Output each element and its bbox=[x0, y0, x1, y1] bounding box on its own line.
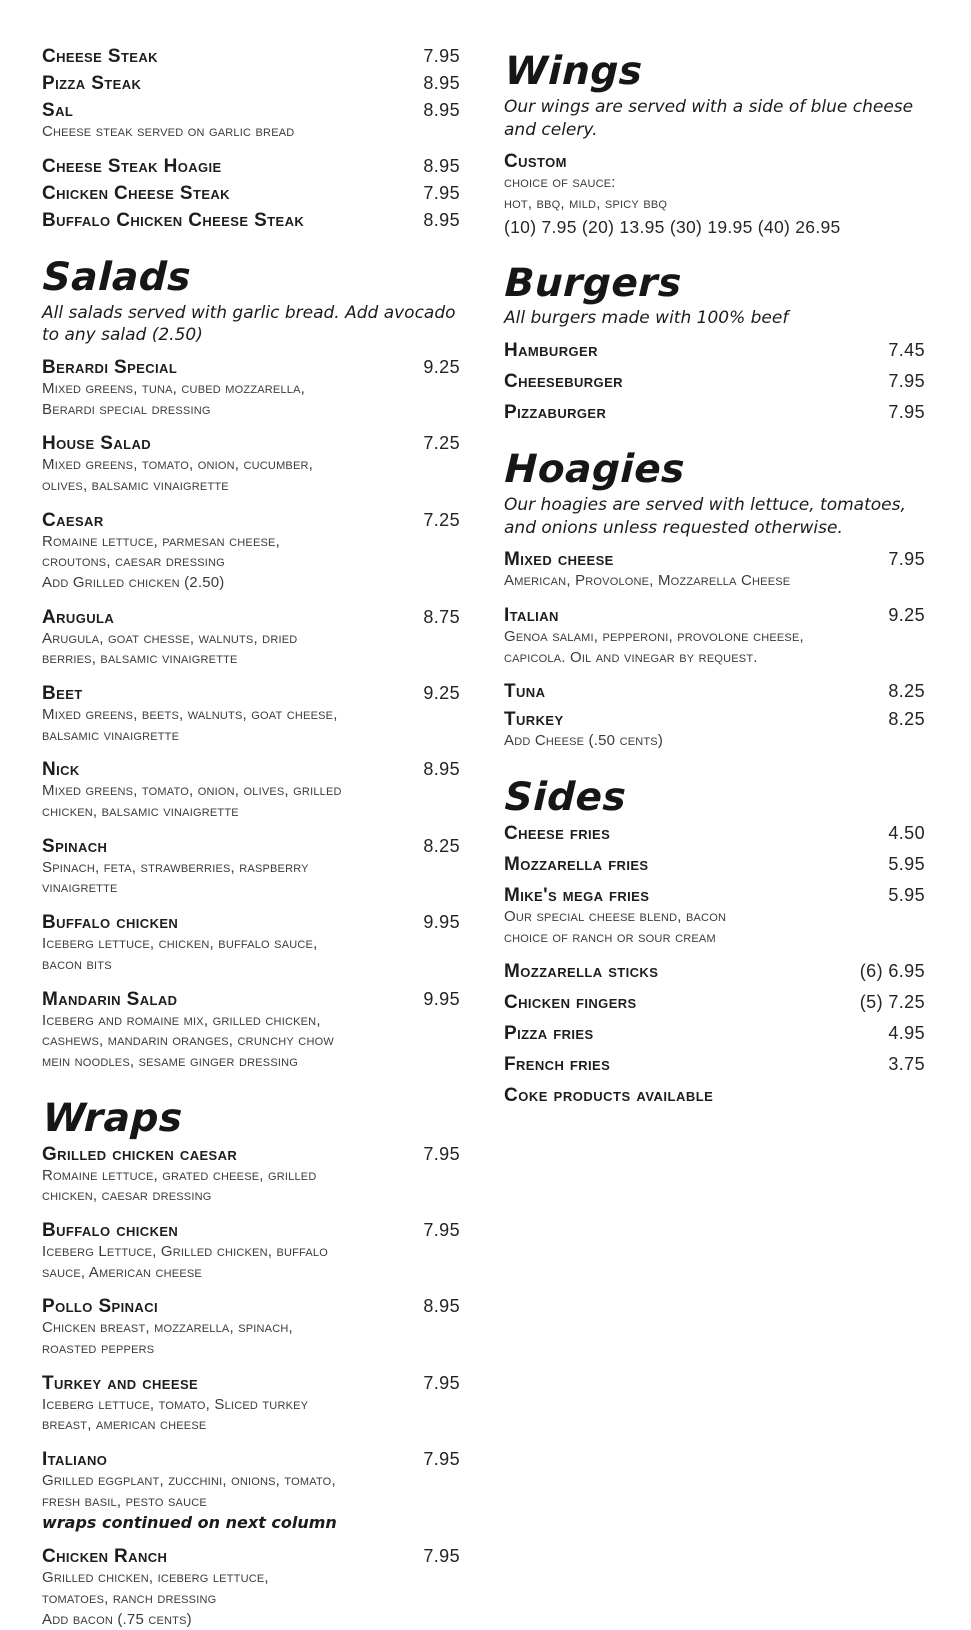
menu-item-row bbox=[504, 992, 925, 1014]
menu-item-price: 7.95 bbox=[423, 182, 460, 203]
menu-item-row bbox=[504, 823, 925, 845]
menu-item-name: Custom bbox=[504, 151, 567, 173]
menu-item-name: Buffalo chicken bbox=[42, 912, 179, 934]
menu-item-name: Chicken Ranch bbox=[42, 1546, 168, 1568]
menu-item-name: Mike's mega fries bbox=[504, 884, 650, 906]
menu-item-desc-line: croutons, caesar dressing bbox=[42, 553, 225, 571]
menu-item-addon: Add bacon (.75 cents) bbox=[42, 1610, 192, 1628]
menu-item-name: Beet bbox=[42, 683, 83, 705]
menu-item-row bbox=[504, 402, 925, 424]
menu-item-price: 7.95 bbox=[423, 1143, 460, 1164]
menu-item-price: 7.95 bbox=[888, 549, 925, 570]
section-hoagies bbox=[503, 447, 925, 752]
menu-item-name: French fries bbox=[504, 1054, 611, 1076]
menu-item-row bbox=[42, 1373, 460, 1395]
menu-item-price: 7.25 bbox=[423, 509, 460, 530]
menu-item-name: Mozzarella fries bbox=[504, 853, 649, 875]
menu-item-row bbox=[42, 1144, 460, 1166]
menu-item-price: 8.25 bbox=[888, 709, 925, 730]
menu-footer-note bbox=[504, 1085, 925, 1107]
menu-item-price: 8.95 bbox=[423, 759, 460, 780]
menu-item-name: Grilled chicken caesar bbox=[42, 1143, 238, 1165]
menu-item-name: Italiano bbox=[42, 1449, 108, 1471]
menu-item-row bbox=[504, 605, 925, 627]
menu-item-name: Nick bbox=[42, 759, 80, 781]
menu-item-row bbox=[42, 989, 460, 1011]
menu-item-desc-line: Spinach, feta, strawberries, raspberry bbox=[42, 858, 309, 876]
menu-item-desc-line: Romaine lettuce, parmesan cheese, bbox=[42, 532, 280, 550]
menu-item-price: 7.95 bbox=[423, 1372, 460, 1393]
section-note-hoagies: Our hoagies are served with lettuce, tomatoes, and onions unless requested otherwise. bbox=[504, 495, 906, 538]
menu-item-row bbox=[42, 183, 460, 205]
menu-item-price: 9.95 bbox=[423, 912, 460, 933]
menu-item-price: 8.25 bbox=[423, 835, 460, 856]
menu-item-name: Mixed cheese bbox=[504, 549, 614, 571]
menu-footer-text: Coke products available bbox=[504, 1085, 714, 1107]
menu-item-desc-line: Iceberg lettuce, tomato, Sliced turkey bbox=[42, 1395, 309, 1413]
menu-item-row bbox=[42, 836, 460, 858]
menu-item-price: 7.95 bbox=[423, 1546, 460, 1567]
menu-right-column bbox=[504, 44, 925, 1600]
section-wraps bbox=[41, 1095, 460, 1630]
section-sides bbox=[503, 774, 925, 1107]
menu-item-price: 9.25 bbox=[423, 683, 460, 704]
wraps-continued-note: wraps continued on next column bbox=[42, 1513, 337, 1533]
menu-item-row bbox=[504, 961, 925, 983]
menu-item-size-pricing: (10) 7.95 (20) 13.95 (30) 19.95 (40) 26.95 bbox=[504, 216, 841, 237]
section-heading-hoagies: Hoagies bbox=[503, 447, 686, 493]
menu-item-name: Pollo Spinaci bbox=[42, 1296, 158, 1318]
menu-item-price: 8.95 bbox=[423, 1296, 460, 1317]
menu-item-name: Berardi Special bbox=[42, 356, 178, 378]
menu-item-row bbox=[42, 73, 460, 95]
menu-item-desc-line: chicken, balsamic vinaigrette bbox=[42, 803, 239, 821]
menu-item-price: 9.95 bbox=[423, 988, 460, 1009]
menu-item-desc-line: Arugula, goat chesse, walnuts, dried bbox=[42, 629, 298, 647]
menu-item-desc-line: Our special cheese blend, bacon bbox=[504, 907, 727, 925]
menu-item-name: Turkey and cheese bbox=[42, 1372, 199, 1394]
menu-item-price: 3.75 bbox=[888, 1054, 925, 1075]
menu-item-name: Turkey bbox=[504, 709, 564, 731]
menu-item-row bbox=[42, 357, 460, 379]
menu-item-desc-line: breast, american cheese bbox=[42, 1416, 207, 1434]
menu-item-row bbox=[42, 1296, 460, 1318]
menu-item-name: Chicken fingers bbox=[504, 992, 637, 1014]
menu-item-desc-line: Grilled eggplant, zucchini, onions, tomato, bbox=[42, 1472, 336, 1490]
menu-item-row bbox=[42, 210, 460, 232]
menu-item-addon: Add Cheese (.50 cents) bbox=[504, 732, 664, 750]
menu-item-row bbox=[42, 510, 460, 532]
menu-left-column bbox=[41, 44, 460, 1628]
menu-item-desc-line: Cheese steak served on garlic bread bbox=[42, 123, 295, 140]
menu-item-row bbox=[42, 100, 460, 122]
menu-item-price: 8.25 bbox=[888, 681, 925, 702]
menu-item-row bbox=[504, 709, 925, 731]
menu-item-name: Spinach bbox=[42, 835, 108, 857]
menu-item-name: Buffalo chicken bbox=[42, 1219, 179, 1241]
menu-item-price: 7.95 bbox=[888, 371, 925, 392]
menu-item-row bbox=[504, 340, 925, 362]
menu-item-name: Pizzaburger bbox=[504, 402, 607, 424]
section-note-burgers: All burgers made with 100% beef bbox=[504, 308, 789, 329]
menu-item-desc-line: berries, balsamic vinaigrette bbox=[42, 650, 238, 668]
menu-item-row bbox=[504, 371, 925, 393]
menu-item-name: Italian bbox=[504, 604, 559, 626]
menu-item-price: 4.50 bbox=[888, 822, 925, 843]
menu-item-price: 7.45 bbox=[888, 340, 925, 361]
menu-item-desc-line: Mixed greens, beets, walnuts, goat cheese, bbox=[42, 706, 338, 724]
menu-item-desc-line: hot, bbq, mild, spicy bbq bbox=[504, 194, 668, 212]
section-steaks bbox=[42, 46, 460, 232]
menu-item-row bbox=[504, 854, 925, 876]
menu-item-row bbox=[504, 549, 925, 571]
menu-item-price: (5) 7.25 bbox=[859, 992, 925, 1013]
menu-item-name: Pizza Steak bbox=[42, 73, 142, 94]
menu-item-desc-line: Mixed greens, tomato, onion, olives, grilled bbox=[42, 782, 342, 800]
menu-item-row bbox=[504, 1054, 925, 1076]
menu-item-name: Buffalo Chicken Cheese Steak bbox=[42, 209, 305, 231]
menu-item-desc-line: sauce, American cheese bbox=[42, 1263, 202, 1281]
menu-item-price: 9.25 bbox=[423, 356, 460, 377]
menu-item-desc-line: bacon bits bbox=[42, 955, 112, 973]
menu-item-desc-line: Berardi special dressing bbox=[42, 400, 211, 418]
menu-item-desc-line: Romaine lettuce, grated cheese, grilled bbox=[42, 1166, 317, 1184]
menu-item-name: Cheese Steak bbox=[42, 46, 158, 67]
menu-item-row bbox=[42, 683, 460, 705]
menu-item-price: 4.95 bbox=[888, 1023, 925, 1044]
menu-item-desc-line: cashews, mandarin oranges, crunchy chow bbox=[42, 1032, 334, 1050]
menu-item-desc-line: choice of ranch or sour cream bbox=[504, 928, 716, 946]
menu-item-name: Pizza fries bbox=[504, 1023, 594, 1045]
menu-item-desc-line: vinaigrette bbox=[42, 879, 118, 897]
menu-item-desc-line: capicola. Oil and vinegar by request. bbox=[504, 648, 758, 666]
menu-item-desc-line: Iceberg lettuce, chicken, buffalo sauce, bbox=[42, 935, 318, 953]
menu-item-desc-line: Iceberg and romaine mix, grilled chicken, bbox=[42, 1011, 321, 1029]
menu-item-desc-line: Mixed greens, tuna, cubed mozzarella, bbox=[42, 379, 305, 397]
menu-item-desc-line: Chicken breast, mozzarella, spinach, bbox=[42, 1319, 293, 1337]
menu-item-name: Mandarin Salad bbox=[42, 988, 178, 1010]
section-heading-salads: Salads bbox=[41, 254, 192, 300]
menu-item-price: 9.25 bbox=[888, 604, 925, 625]
menu-item-name: Cheeseburger bbox=[504, 371, 623, 393]
menu-item-price: 7.25 bbox=[423, 433, 460, 454]
menu-item-row bbox=[504, 681, 925, 703]
menu-item-price: 5.95 bbox=[888, 884, 925, 905]
menu-item-name: Sal bbox=[42, 100, 74, 121]
menu-item-name: Tuna bbox=[504, 681, 546, 703]
section-wings bbox=[503, 49, 925, 238]
menu-item-price: 8.95 bbox=[423, 73, 460, 93]
menu-item-price: 8.95 bbox=[423, 209, 460, 230]
menu-item-row bbox=[42, 433, 460, 455]
menu-item-name: Chicken Cheese Steak bbox=[42, 182, 230, 204]
menu-item-row bbox=[42, 912, 460, 934]
menu-item-desc-line: Genoa salami, pepperoni, provolone cheese, bbox=[504, 627, 804, 645]
menu-item-name: House Salad bbox=[42, 433, 152, 455]
menu-item-row bbox=[42, 156, 460, 178]
section-burgers bbox=[503, 260, 925, 425]
menu-item-desc-line: tomatoes, ranch dressing bbox=[42, 1590, 217, 1608]
section-heading-burgers: Burgers bbox=[503, 260, 683, 306]
menu-item-row bbox=[42, 46, 460, 68]
menu-item-row bbox=[42, 1220, 460, 1242]
menu-item-desc-line: American, Provolone, Mozzarella Cheese bbox=[504, 572, 791, 590]
menu-item-row bbox=[42, 759, 460, 781]
menu-item-price: 8.95 bbox=[423, 155, 460, 176]
menu-item-row bbox=[42, 1546, 460, 1568]
section-note-salads: All salads served with garlic bread. Add avocado to any salad (2.50) bbox=[42, 302, 456, 346]
menu-item-price: 7.95 bbox=[423, 46, 460, 66]
menu-item-desc-line: roasted peppers bbox=[42, 1339, 155, 1357]
menu-item-price: (6) 6.95 bbox=[859, 961, 925, 982]
menu-item-desc-line: Mixed greens, tomato, onion, cucumber, bbox=[42, 456, 314, 474]
menu-item-name: Hamburger bbox=[504, 340, 598, 362]
menu-item-name: Cheese Steak Hoagie bbox=[42, 155, 222, 177]
section-salads bbox=[41, 254, 460, 1073]
section-heading-sides: Sides bbox=[503, 774, 628, 820]
menu-item-row bbox=[504, 151, 925, 173]
menu-item-name: Mozzarella sticks bbox=[504, 961, 659, 983]
menu-item-price: 5.95 bbox=[888, 853, 925, 874]
menu-item-name: Caesar bbox=[42, 509, 104, 531]
section-heading-wraps: Wraps bbox=[41, 1095, 184, 1141]
menu-item-desc-line: choice of sauce: bbox=[504, 174, 616, 192]
section-note-wings: Our wings are served with a side of blue cheese and celery. bbox=[504, 96, 914, 140]
menu-item-desc-line: fresh basil, pesto sauce bbox=[42, 1492, 207, 1510]
menu-item-row bbox=[504, 1023, 925, 1045]
menu-item-desc-line: chicken, caesar dressing bbox=[42, 1187, 212, 1205]
menu-item-price: 8.75 bbox=[423, 606, 460, 627]
menu-item-row bbox=[42, 607, 460, 629]
menu-item-name: Cheese fries bbox=[504, 822, 611, 844]
menu-item-price: 7.95 bbox=[423, 1449, 460, 1470]
section-heading-wings: Wings bbox=[503, 49, 644, 94]
menu-item-name: Arugula bbox=[42, 606, 115, 628]
menu-item-desc-line: olives, balsamic vinaigrette bbox=[42, 476, 229, 494]
menu-item-row bbox=[42, 1449, 460, 1471]
menu-item-desc-line: balsamic vinaigrette bbox=[42, 726, 180, 744]
menu-item-desc-line: Grilled chicken, iceberg lettuce, bbox=[42, 1569, 269, 1587]
menu-item-price: 7.95 bbox=[888, 402, 925, 423]
menu-item-price: 7.95 bbox=[423, 1219, 460, 1240]
menu-item-price: 8.95 bbox=[423, 100, 460, 120]
menu-item-desc-line: mein noodles, sesame ginger dressing bbox=[42, 1052, 299, 1070]
menu-item-row bbox=[504, 885, 925, 907]
menu-item-desc-line: Iceberg Lettuce, Grilled chicken, buffalo bbox=[42, 1242, 328, 1260]
menu-item-addon: Add Grilled chicken (2.50) bbox=[42, 573, 225, 591]
